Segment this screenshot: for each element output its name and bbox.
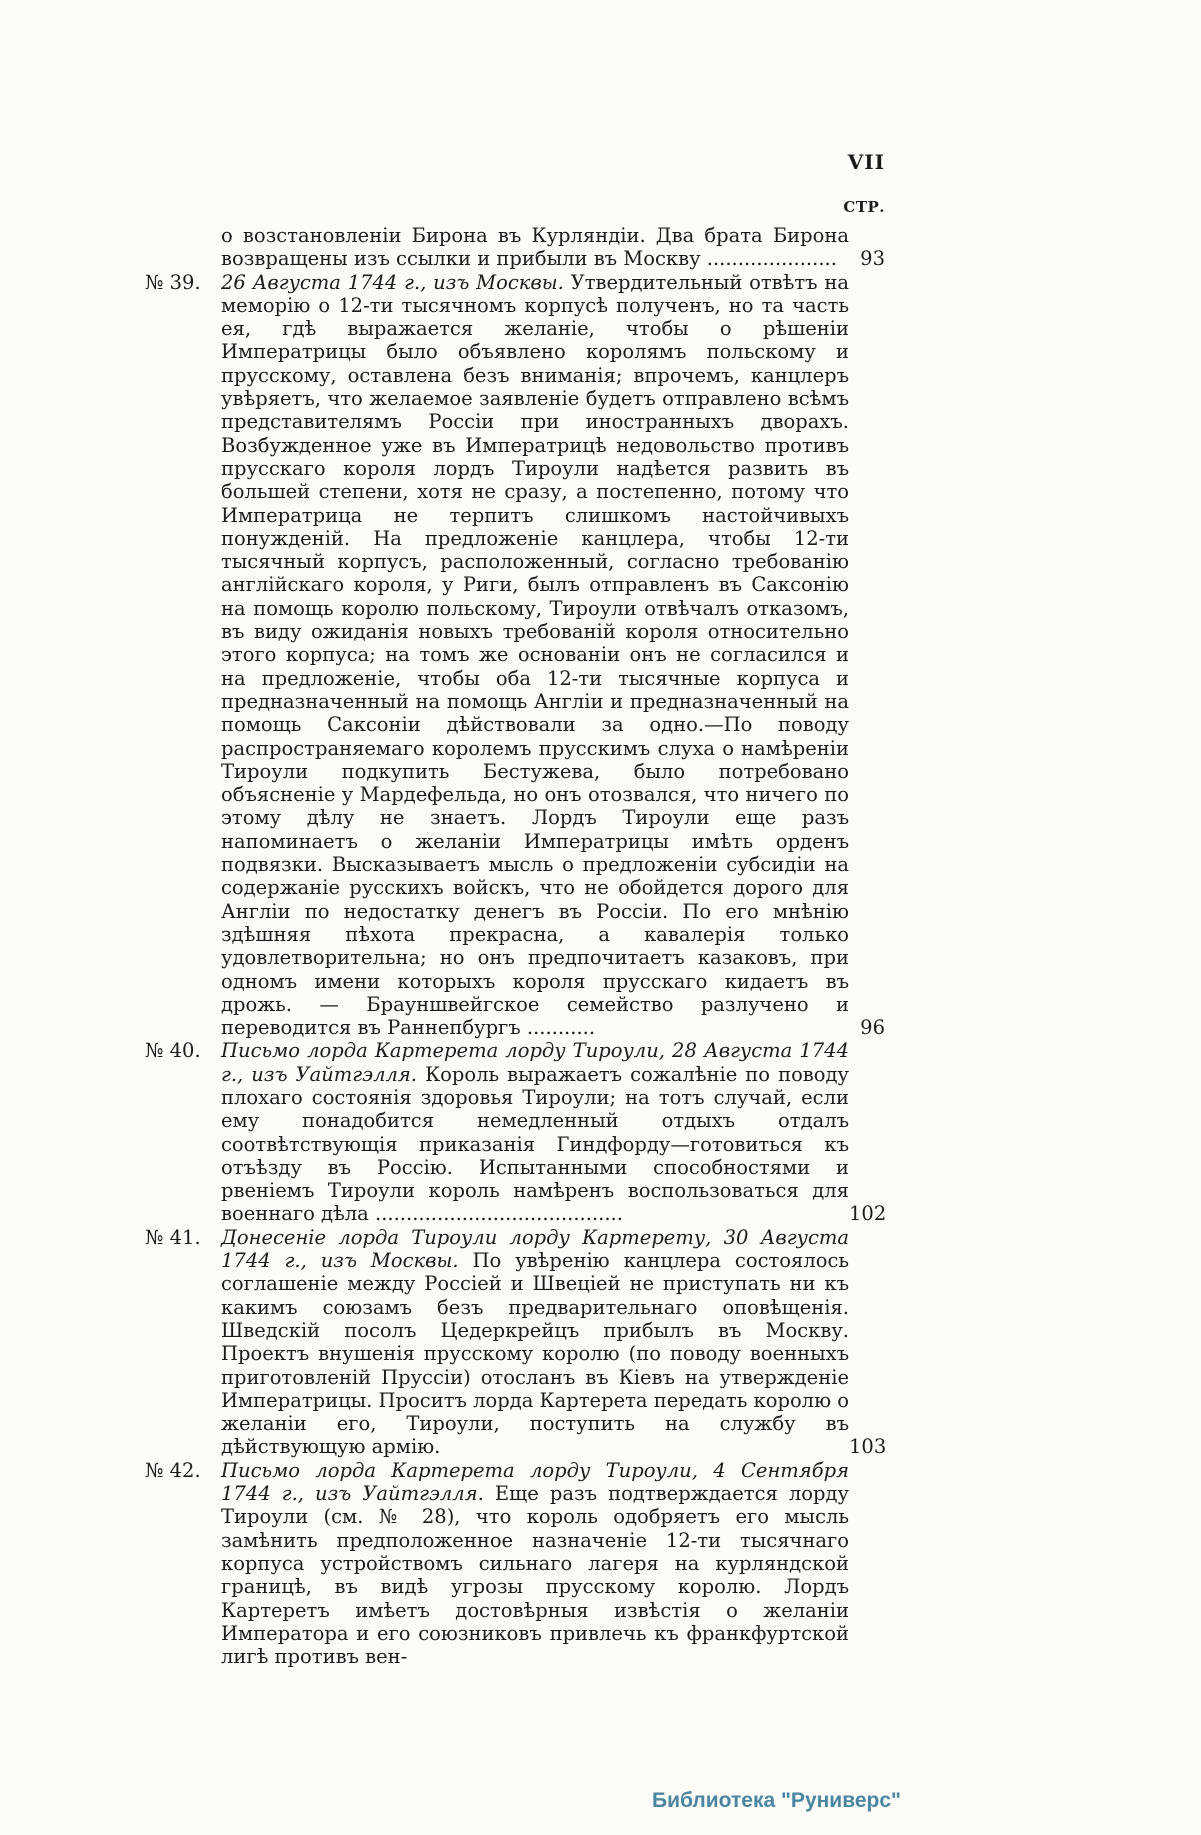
toc-entries [145, 224, 885, 1668]
entry-body-text: По увѣренію канцлера состоялось соглашеніе между Россіей и Швеціей не приступать ни къ какимъ союзамъ безъ предварительнаго оповѣщенія. Шведскій посолъ Цедеркрейцъ прибылъ въ Москву. Проектъ внушенія прусскому королю (по поводу военныхъ приготовленій Пруссіи) отосланъ въ Кіевъ на утвержденіе Императрицы. Проситъ лорда Картерета передать королю о желаніи его, Тироули, поступить на службу въ дѣйствующую армію. [221, 1249, 849, 1459]
entry-title-lead: 26 Августа 1744 г., изъ Москвы. [221, 270, 571, 294]
entry-title-lead: Донесеніе лорда Тироули лорду Картерету, 30 Августа 1744 г., изъ Москвы. [221, 1225, 849, 1273]
toc-entry-continuation [145, 224, 885, 271]
page-column-header: СТР. [843, 198, 885, 216]
entry-text [221, 1039, 849, 1225]
entry-number: № 42. [145, 1458, 201, 1482]
library-watermark: Библиотека "Руниверс" [651, 1789, 901, 1812]
entry-title-lead: Письмо лорда Картерета лорду Тироули, 4 Сентября 1744 г., изъ Уайтгэлля. [221, 1458, 849, 1506]
entry-body-text: Король выражаетъ сожалѣніе по поводу плохаго состоянія здоровья Тироули; на тотъ случай, если ему понадобится немедленный отдыхъ отдалъ соотвѣтствующія приказанія Гиндфорду—готовиться къ отъѣзду въ Россію. Испытанными способностями и рвеніемъ Тироули король намѣренъ воспользоваться для военнаго дѣла ........................................ [221, 1062, 850, 1226]
entry-page-ref: 96 [860, 1016, 885, 1040]
entry-title-lead: Письмо лорда Картерета лорду Тироули, 28 Августа 1744 г., изъ Уайтгэлля. [221, 1039, 849, 1086]
entry-page-ref: 102 [849, 1202, 887, 1226]
entry-number: № 41. [145, 1225, 201, 1249]
entry-text [221, 1459, 849, 1669]
entry-number: № 39. [145, 270, 201, 294]
entry-number: № 40. [145, 1039, 201, 1063]
entry-body-text: Еще разъ подтверждается лорду Тироули (см. № 28), что король одобряетъ его мысль замѣнить предположенное назначеніе 12-ти тысячнаго корпуса устройствомъ сильнаго лагеря на курляндской границѣ, въ видѣ угрозы прусскому королю. Лордъ Картеретъ имѣетъ достовѣрныя извѣстія о желаніи Императора и его союзниковъ привлечь къ франкфуртской лигѣ противъ вен- [221, 1482, 849, 1669]
entry-body-text: Утвердительный отвѣтъ на меморію о 12-ти тысячномъ корпусѣ полученъ, но та часть ея, гдѣ выражается желаніе, чтобы о рѣшеніи Императрицы было объявлено королямъ польскому и прусскому, оставлена безъ вниманія; впрочемъ, канцлеръ увѣряетъ, что желаемое заявленіе будетъ отправлено всѣмъ представителямъ Россіи при иностранныхъ дворахъ. Возбужденное уже въ Императрицѣ недовольство противъ прусскаго короля лордъ Тироули надѣется развить въ большей степени, хотя не сразу, а постепенно, потому что Императрица не терпитъ слишкомъ настойчивыхъ понужденій. На предложеніе канцлера, чтобы 12-ти тысячный корпусъ, расположенный, согласно требованію англійскаго короля, у Риги, былъ отправленъ въ Саксонію на помощь королю польскому, Тироули отвѣчалъ отказомъ, въ виду ожиданія новыхъ требованій короля относительно этого корпуса; на томъ же основаніи онъ не согласился и на предложеніе, чтобы оба 12-ти тысячные корпуса и предназначенный на помощь Англіи и предназначенный на помощь Саксоніи дѣйствовали за одно.—По поводу распространяемаго королемъ прусскимъ слуха о намѣреніи Тироули подкупить Бестужева, было потребовано объясненіе у Мардефельда, но онъ отозвался, что ничего по этому дѣлу не знаетъ. Лордъ Тироули еще разъ напоминаетъ о желаніи Императрицы имѣть орденъ подвязки. Высказываетъ мысль о предложеніи субсидіи на содержаніе русскихъ войскъ, что не обойдется дорого для Англіи по недостатку денегъ въ Россіи. По его мнѣнію здѣшняя пѣхота прекрасна, а кавалерія только удовлетворительна; но онъ предпочитаетъ казаковъ, при одномъ имени которыхъ короля прусскаго кидаетъ въ дрожь. — Брауншвейгское семейство разлучено и переводится въ Раннепбургъ ........... [221, 270, 849, 1040]
toc-entry-41 [145, 1226, 885, 1459]
toc-entry-40 [145, 1039, 885, 1225]
toc-entry-39 [145, 271, 885, 1040]
toc-entry-42 [145, 1459, 885, 1669]
entry-text [221, 1226, 849, 1459]
entry-text [221, 224, 849, 271]
entry-page-ref: 103 [849, 1435, 887, 1459]
entry-page-ref: 93 [860, 247, 885, 271]
entry-body-text: о возстановленіи Бирона въ Курляндіи. Два брата Бирона возвращены изъ ссылки и прибыли въ Москву ..................... [221, 224, 849, 271]
entry-text [221, 271, 849, 1040]
folio-page-number: VII [847, 150, 885, 174]
